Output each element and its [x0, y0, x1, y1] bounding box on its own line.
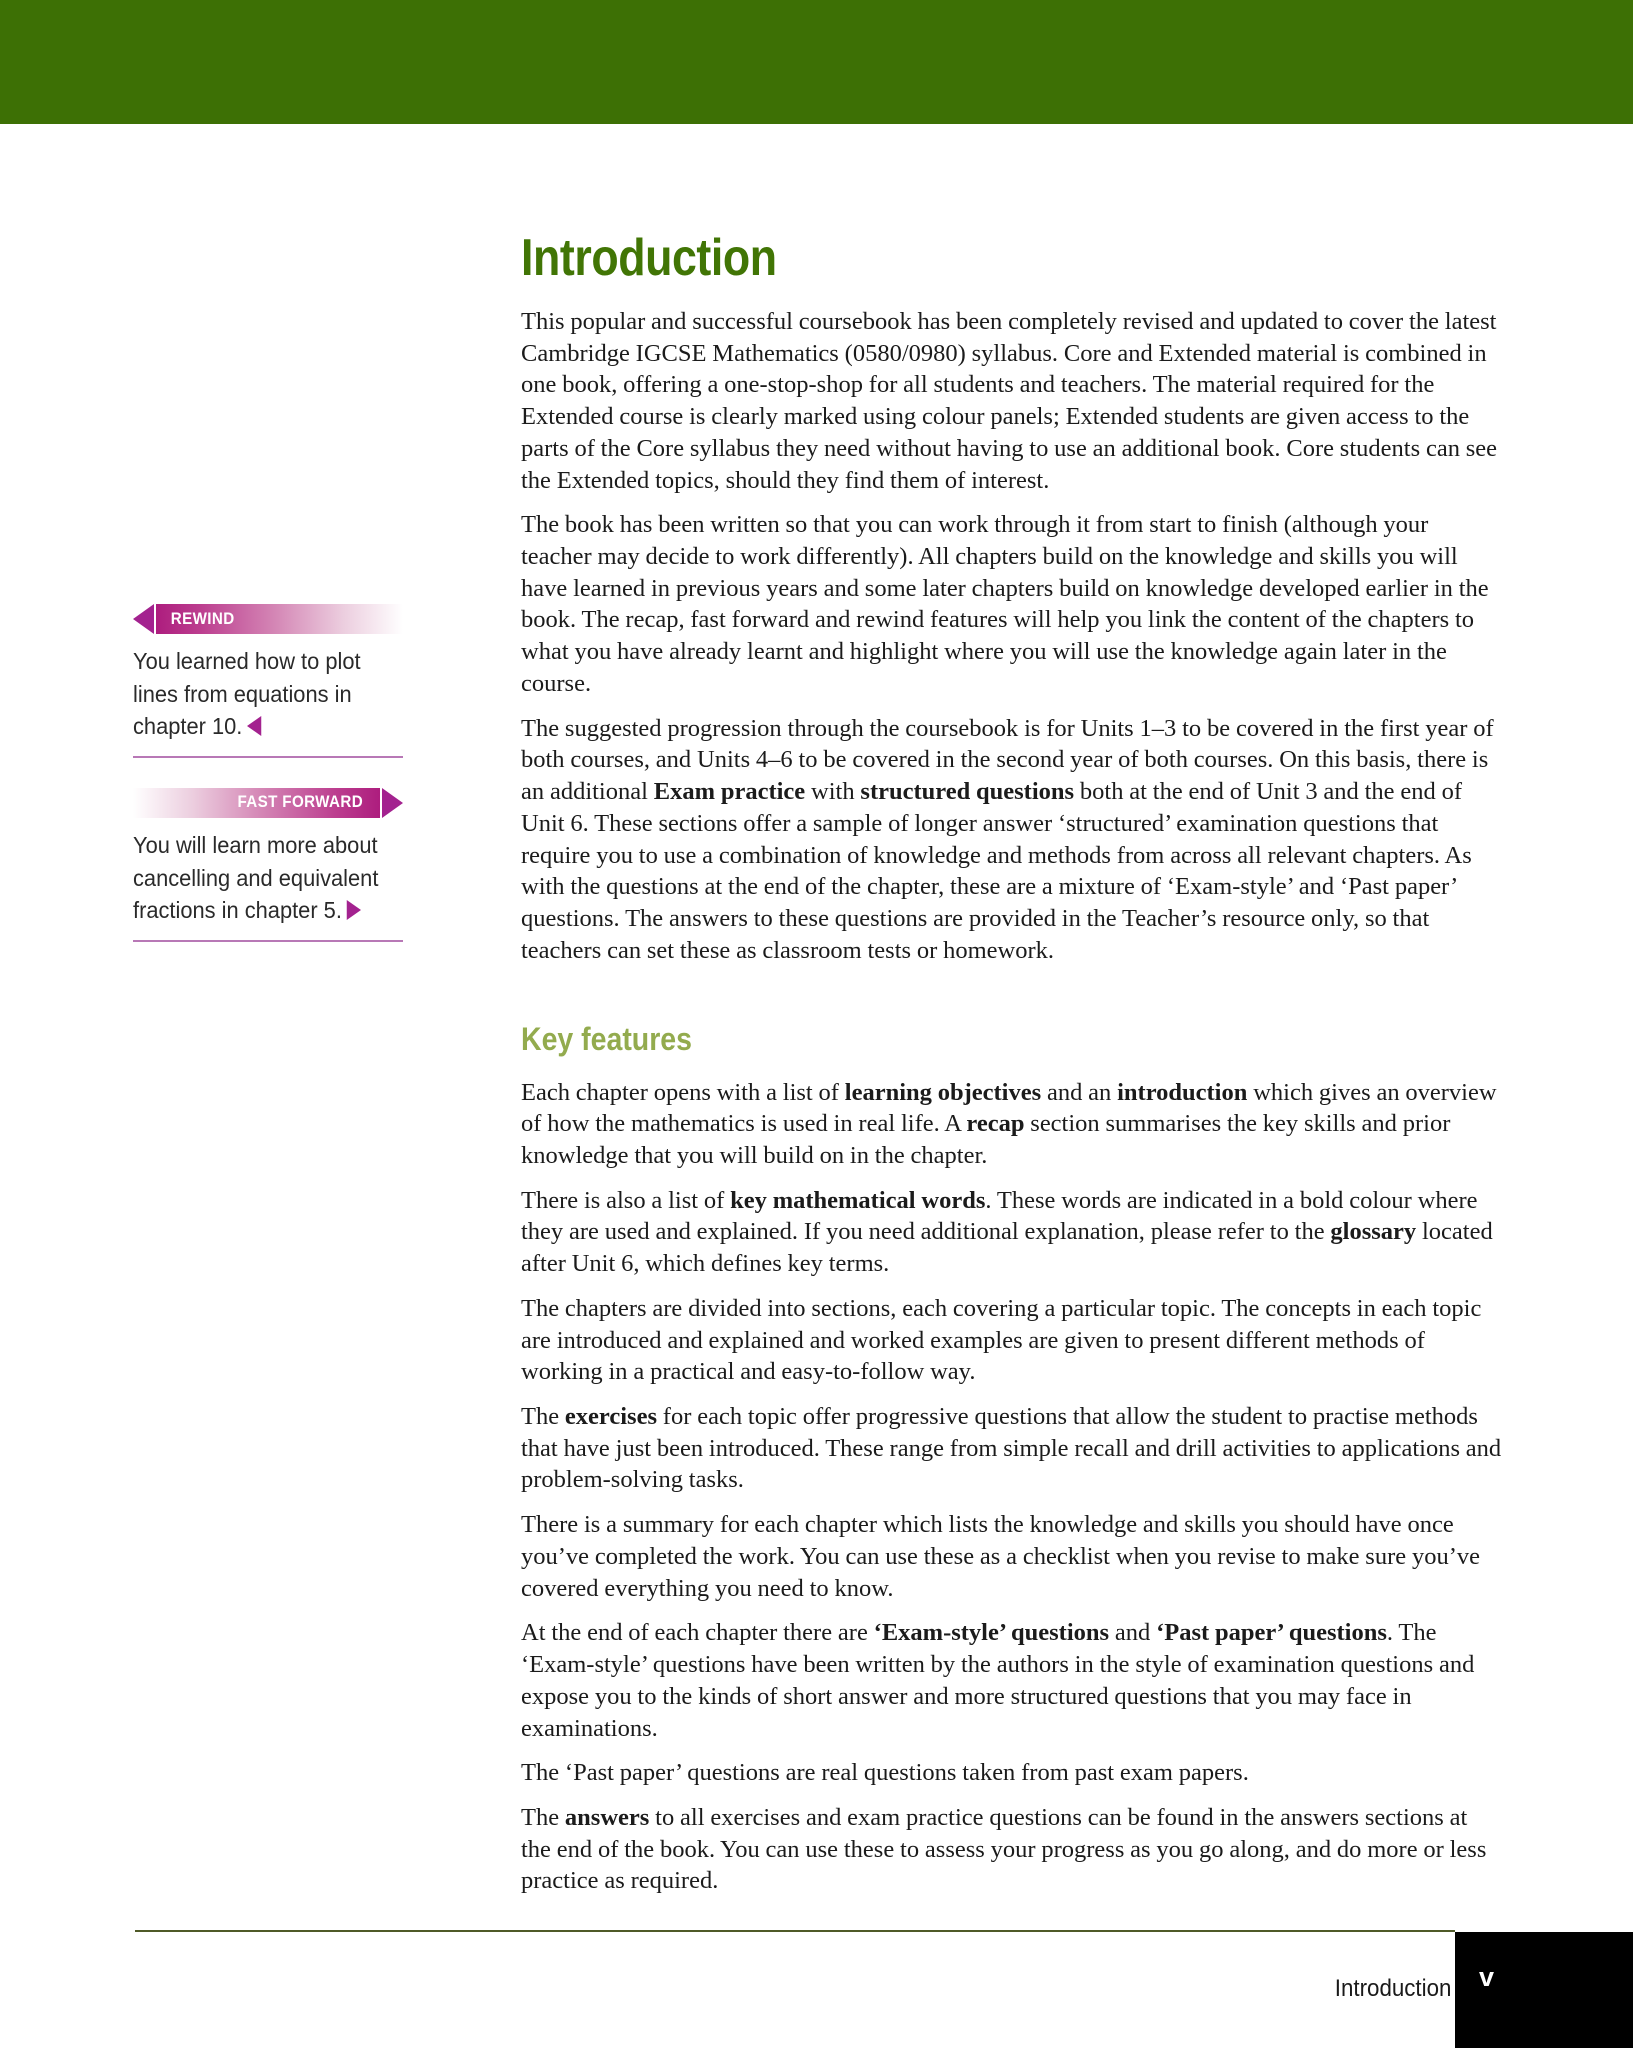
kf8-part-1: The	[521, 1803, 565, 1831]
key-features-paragraph-6	[521, 1604, 1503, 1744]
kf6-part-1: At the end of each chapter there are	[521, 1619, 874, 1647]
triangle-left-icon	[133, 604, 154, 634]
triangle-left-inline-icon	[247, 716, 261, 736]
callout-fast-forward-rule	[133, 940, 403, 942]
footer-page-number-box	[1455, 1932, 1633, 2048]
page-content	[0, 124, 1633, 2048]
footer-section-label: Introduction	[1334, 1975, 1451, 2002]
margin-column	[133, 604, 403, 972]
triangle-right-inline-icon	[347, 900, 361, 920]
callout-fast-forward-label: FAST FORWARD	[236, 793, 363, 812]
key-features-paragraph-5	[521, 1496, 1503, 1604]
progression-bold-exam-practice: Exam practice	[653, 778, 806, 806]
kf6-bold-1: ‘Exam-style’ questions	[873, 1619, 1110, 1647]
kf1-part-4: section summarises the key skills and prior knowledge that you will build on in the chapter.	[521, 1110, 1451, 1169]
footer-page-number: v	[1479, 1962, 1495, 1992]
kf3-part-1: The chapters are divided into sections, each covering a particular topic. The concepts in each topic are introduced and explained and worked examples are given to present different methods of working in a practical and easy-to-follow way.	[521, 1294, 1482, 1386]
kf2-part-1: There is also a list of	[521, 1186, 731, 1214]
kf8-part-2: to all exercises and exam practice questions can be found in the answers sections at the end of the book. You can use these to assess your progress as you go along, and do more or less practice as required.	[521, 1803, 1487, 1895]
callout-fast-forward-body: You will learn more about cancelling and equivalent fractions in chapter 5.	[133, 831, 379, 924]
header-green-band	[0, 0, 1633, 124]
progression-bold-structured-questions: structured questions	[860, 778, 1075, 806]
progression-part-2: with	[805, 778, 861, 806]
callout-rewind-bar-fill	[156, 604, 403, 634]
kf2-bold-2: glossary	[1330, 1218, 1417, 1246]
key-features-heading: Key features	[521, 1021, 692, 1058]
key-features-paragraph-7	[521, 1744, 1503, 1789]
kf1-part-2: and an	[1041, 1078, 1118, 1106]
callout-rewind-bar	[133, 604, 403, 634]
kf6-part-3: . The ‘Exam-style’ questions have been written by the authors in the style of examination questions and expose you to the kinds of short answer and more structured questions that you may face in examinations.	[521, 1619, 1475, 1742]
callout-fast-forward-bar	[133, 788, 403, 818]
page-footer	[0, 1930, 1633, 2048]
callout-rewind-text	[133, 634, 390, 756]
key-features-paragraph-4	[521, 1388, 1503, 1496]
kf2-part-2: . These words are indicated in a bold colour where they are used and explained. If you need additional explanation, please refer to the	[521, 1186, 1478, 1246]
kf6-part-2: and	[1109, 1619, 1157, 1647]
kf1-bold-3: recap	[966, 1110, 1025, 1138]
callout-rewind-rule	[133, 756, 403, 758]
key-features-paragraph-1	[521, 1064, 1503, 1172]
kf4-bold-1: exercises	[564, 1403, 657, 1431]
intro-paragraph-2: The book has been written so that you can work through it from start to finish (although your teacher may decide to work differently). All chapters build on the knowledge and skills you will have learned in previous years and some later chapters build on knowledge developed earlier in the book. The recap, fast forward and rewind features will help you link the content of the chapters to what you have already learnt and highlight where you will use the knowledge again later in the course.	[521, 511, 1489, 697]
callout-rewind-body: You learned how to plot lines from equations in chapter 10.	[133, 648, 361, 740]
footer-rule	[135, 1930, 1455, 1932]
callout-rewind	[133, 604, 403, 758]
kf1-part-3: which gives an overview of how the mathematics is used in real life. A	[521, 1078, 1497, 1138]
key-features-paragraph-8	[521, 1789, 1503, 1897]
key-features-paragraph-3	[521, 1280, 1503, 1388]
kf1-bold-1: learning objectives	[844, 1078, 1042, 1106]
callout-fast-forward	[133, 788, 403, 942]
kf7-part-1: The ‘Past paper’ questions are real questions taken from past exam papers.	[521, 1759, 1249, 1787]
kf1-part-1: Each chapter opens with a list of	[521, 1078, 845, 1106]
key-features-paragraph-2	[521, 1172, 1503, 1280]
kf6-bold-2: ‘Past paper’ questions	[1156, 1619, 1387, 1647]
callout-fast-forward-bar-fill	[133, 788, 380, 818]
progression-part-1: The suggested progression through the coursebook is for Units 1–3 to be covered in the first year of both courses, and Units 4–6 to be covered in the second year of both courses. On this basis, there is an additional	[521, 714, 1494, 806]
page-title: Introduction	[521, 229, 777, 287]
kf4-part-1: The	[521, 1403, 565, 1431]
main-column	[521, 124, 1503, 1897]
kf4-part-2: for each topic offer progressive questions that allow the student to practise methods that have just been introduced. These range from simple recall and drill activities to applications and problem-solving tasks.	[521, 1403, 1502, 1494]
progression-part-3: both at the end of Unit 3 and the end of Unit 6. These sections offer a sample of longer answer ‘structured’ examination questions that require you to use a combination of knowledge and methods from across all relevant chapters. As with the questions at the end of the chapter, these are a mixture of ‘Exam-style’ and ‘Past paper’ questions. The answers to these questions are provided in the Teacher’s resource only, so that teachers can set these as classroom tests or homework.	[521, 778, 1472, 964]
kf5-part-1: There is a summary for each chapter which lists the knowledge and skills you should have once you’ve completed the work. You can use these as a checklist when you revise to make sure you’ve covered everything you need to know.	[521, 1511, 1480, 1602]
kf1-bold-2: introduction	[1117, 1078, 1248, 1106]
kf8-bold-1: answers	[564, 1803, 650, 1831]
kf2-bold-1: key mathematical words	[730, 1186, 986, 1214]
callout-rewind-label: REWIND	[170, 609, 235, 628]
intro-paragraph-1: This popular and successful coursebook has been completely revised and updated to cover the latest Cambridge IGCSE Mathematics (0580/0980) syllabus. Core and Extended material is combined in one book, offering a one-stop-shop for all students and teachers. The material required for the Extended course is clearly marked using colour panels; Extended students are given access to the parts of the Core syllabus they need without having to use an additional book. Core students can see the Extended topics, should they find them of interest.	[521, 308, 1498, 494]
kf2-part-3: located after Unit 6, which defines key terms.	[521, 1218, 1493, 1278]
callout-fast-forward-text	[133, 818, 390, 940]
progression-paragraph	[521, 700, 1503, 967]
triangle-right-icon	[382, 788, 403, 818]
